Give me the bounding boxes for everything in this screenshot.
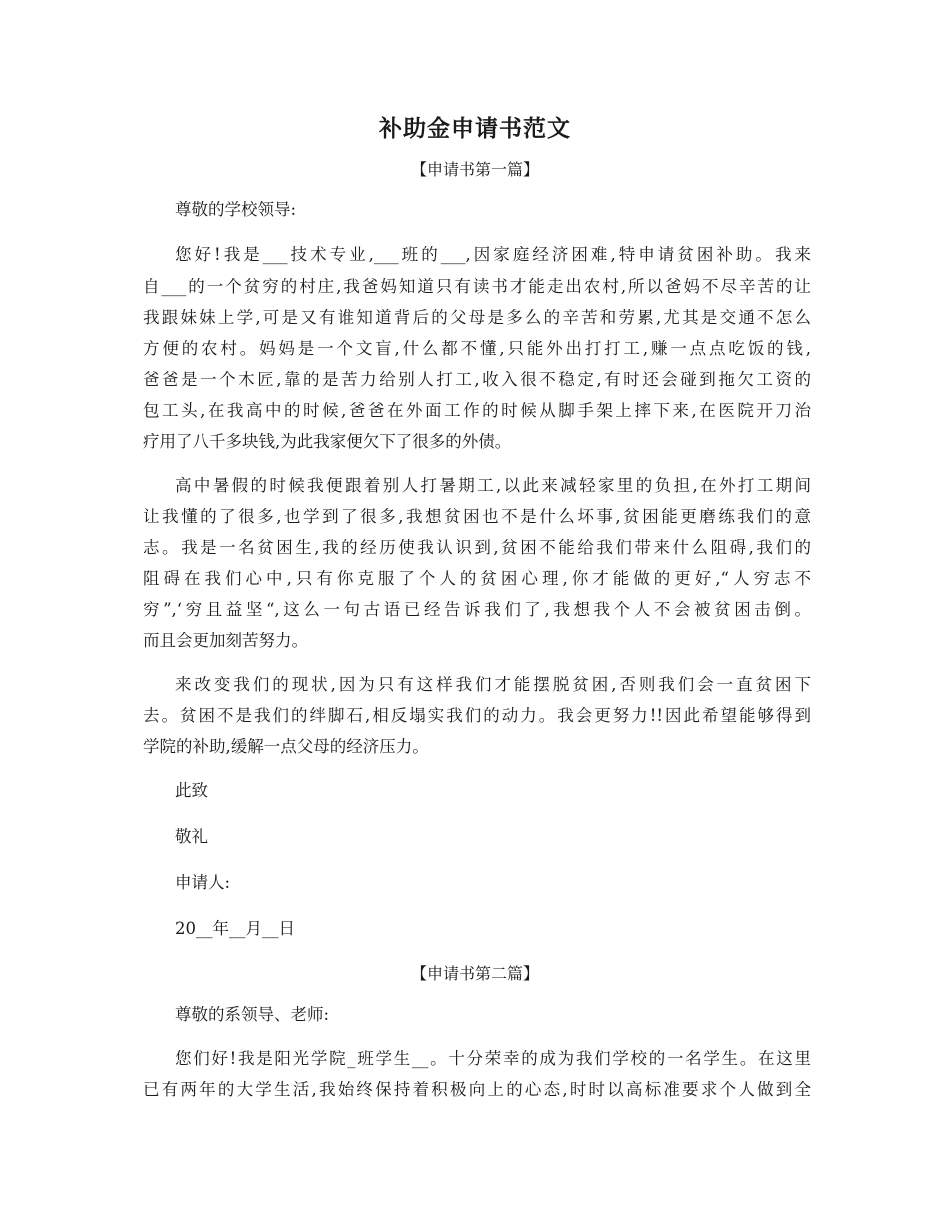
paragraph-line: 疗用了八千多块钱,为此我家便欠下了很多的外债。 [143, 432, 512, 451]
date-line: 20__年__月__日 [175, 919, 295, 938]
paragraph-line: 已有两年的大学生活,我始终保持着积极向上的心态,时时以高标准要求个人做到全 [143, 1080, 811, 1099]
paragraph-line: 去。贫困不是我们的绊脚石,相反塌实我们的动力。我会更努力!!因此希望能够得到 [143, 706, 811, 725]
document-title: 补助金申请书范文 [379, 115, 571, 142]
paragraph-line: 学院的补助,缓解一点父母的经济压力。 [143, 737, 429, 756]
section-heading-1: 【申请书第一篇】 [410, 160, 539, 179]
salutation-1: 尊敬的学校领导: [175, 200, 297, 219]
paragraph-line: 我跟妹妹上学,可是又有谁知道背后的父母是多么的辛苦和劳累,尤其是交通不怎么 [143, 308, 811, 327]
paragraph-line: 穷”,‘穷且益坚“,这么一句古语已经告诉我们了,我想我个人不会被贫困击倒。 [143, 600, 811, 619]
paragraph-line: 包工头,在我高中的时候,爸爸在外面工作的时候从脚手架上摔下来,在医院开刀治 [143, 401, 811, 420]
closing-line: 此致 [175, 781, 208, 800]
paragraph-line: 自___的一个贫穷的村庄,我爸妈知道只有读书才能走出农村,所以爸妈不尽辛苦的让 [143, 277, 811, 296]
paragraph-line: 来改变我们的现状,因为只有这样我们才能摆脱贫困,否则我们会一直贫困下 [175, 675, 811, 694]
paragraph-line: 让我懂的了很多,也学到了很多,我想贫困也不是什么坏事,贫困能更磨练我们的意 [143, 507, 811, 526]
paragraph-line: 爸爸是一个木匠,靠的是苦力给别人打工,收入很不稳定,有时还会碰到拖欠工资的 [143, 370, 811, 389]
applicant-line: 申请人: [175, 873, 231, 892]
closing-line: 敬礼 [175, 827, 208, 846]
paragraph-line: 阻碍在我们心中,只有你克服了个人的贫困心理,你才能做的更好,“人穷志不 [143, 569, 811, 588]
paragraph-line: 高中暑假的时候我便跟着别人打暑期工,以此来减轻家里的负担,在外打工期间 [175, 476, 811, 495]
paragraph-line: 而且会更加刻苦努力。 [143, 631, 308, 650]
paragraph-line: 您好!我是___技术专业,___班的___,因家庭经济困难,特申请贫困补助。我来 [175, 245, 811, 264]
paragraph-line: 方便的农村。妈妈是一个文盲,什么都不懂,只能外出打打工,赚一点点吃饭的钱, [143, 339, 811, 358]
paragraph-line: 您们好!我是阳光学院_班学生__。十分荣幸的成为我们学校的一名学生。在这里 [175, 1049, 811, 1068]
paragraph-line: 志。我是一名贫困生,我的经历使我认识到,贫困不能给我们带来什么阻碍,我们的 [143, 538, 811, 557]
salutation-2: 尊敬的系领导、老师: [175, 1005, 330, 1024]
section-heading-2: 【申请书第二篇】 [410, 964, 539, 983]
